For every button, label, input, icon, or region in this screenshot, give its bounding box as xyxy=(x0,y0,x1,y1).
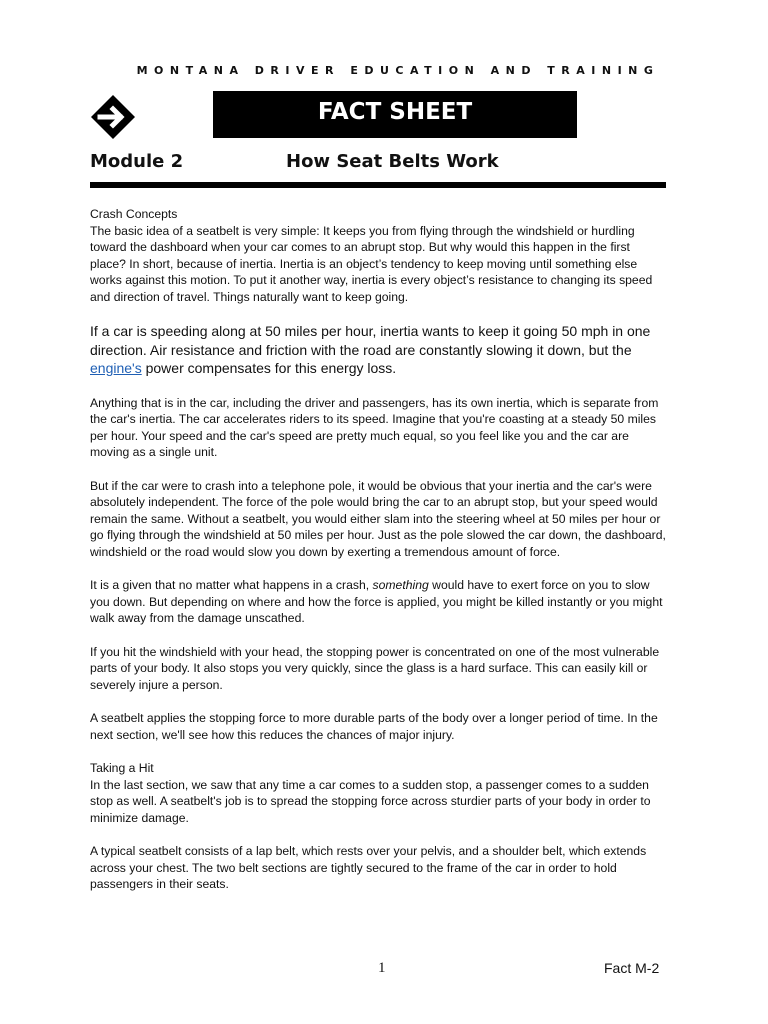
engines-link[interactable]: engine's xyxy=(90,360,142,376)
paragraph xyxy=(90,760,668,826)
paragraph-text: If a car is speeding along at 50 miles per hour, inertia wants to keep it going 50 mph in one direction. Air resistance and friction with the road are constantly slowing it down, but the xyxy=(90,323,651,358)
fact-sheet-banner: FACT SHEET xyxy=(213,91,577,138)
document-id: Fact M-2 xyxy=(604,960,660,976)
paragraph xyxy=(90,577,668,627)
section-heading-taking-a-hit: Taking a Hit xyxy=(90,761,154,775)
paragraph: A typical seatbelt consists of a lap belt, which rests over your pelvis, and a shoulder belt, which extends across your chest. The two belt sections are tightly secured to the frame of the car in order to hold passengers in their seats. xyxy=(90,844,647,891)
page-title: How Seat Belts Work xyxy=(286,151,499,172)
right-arrow-diamond-icon xyxy=(90,94,136,140)
paragraph: If you hit the windshield with your head, the stopping power is concentrated on one of the most vulnerable parts of your body. It also stops you very quickly, since the glass is a hard surface. This can easily kill or severely injure a person. xyxy=(90,644,660,692)
paragraph-text: The basic idea of a seatbelt is very simple: It keeps you from flying through the windshield or hurdling toward the dashboard when your car comes to an abrupt stop. But why would this happen in the first place? In short, because of inertia. Inertia is an object’s tendency to keep moving until something else works against this motion. To put it another way, inertia is every object’s resistance to changing its speed and direction of travel. Things naturally want to keep going. xyxy=(90,223,653,304)
page-number: 1 xyxy=(378,960,386,976)
paragraph: Anything that is in the car, including the driver and passengers, has its own inertia, which is separate from the car's inertia. The car accelerates riders to its speed. Imagine that you're coasting at a steady 50 miles per hour. Your speed and the car's speed are pretty much equal, so you feel like you and the car are moving as a single unit. xyxy=(90,395,659,459)
document-body xyxy=(90,206,668,910)
paragraph-text: power compensates for this energy loss. xyxy=(141,360,397,376)
module-label: Module 2 xyxy=(90,151,184,172)
paragraph: A seatbelt applies the stopping force to more durable parts of the body over a longer period of time. In the next section, we'll see how this reduces the chances of major injury. xyxy=(90,711,658,742)
paragraph-text: It is a given that no matter what happens in a crash, xyxy=(90,578,373,592)
header-divider xyxy=(90,182,666,188)
paragraph-text: In the last section, we saw that any time a car comes to a sudden stop, a passenger comes to a sudden stop as well. A seatbelt's job is to spread the stopping force across sturdier parts of your body in order to minimize damage. xyxy=(90,777,651,825)
paragraph xyxy=(90,206,668,305)
paragraph-text: would have to exert force on you to slow you down. But depending on where and how the force is applied, you might be killed instantly or you might walk away from the damage unscathed. xyxy=(90,578,663,625)
section-heading-crash-concepts: Crash Concepts xyxy=(90,207,178,221)
emphasized-text: something xyxy=(372,578,429,592)
paragraph: But if the car were to crash into a telephone pole, it would be obvious that your inertia and the car's were absolutely independent. The force of the pole would bring the car to an abrupt stop, but your speed would remain the same. Without a seatbelt, you would either slam into the steering wheel at 50 miles per hour or go flying through the windshield at 50 miles per hour. Just as the pole slowed the car down, the dashboard, windshield or the road would slow you down by exerting a tremendous amount of force. xyxy=(90,478,666,559)
paragraph xyxy=(90,322,668,378)
organization-title: MONTANA DRIVER EDUCATION AND TRAINING xyxy=(136,64,660,77)
